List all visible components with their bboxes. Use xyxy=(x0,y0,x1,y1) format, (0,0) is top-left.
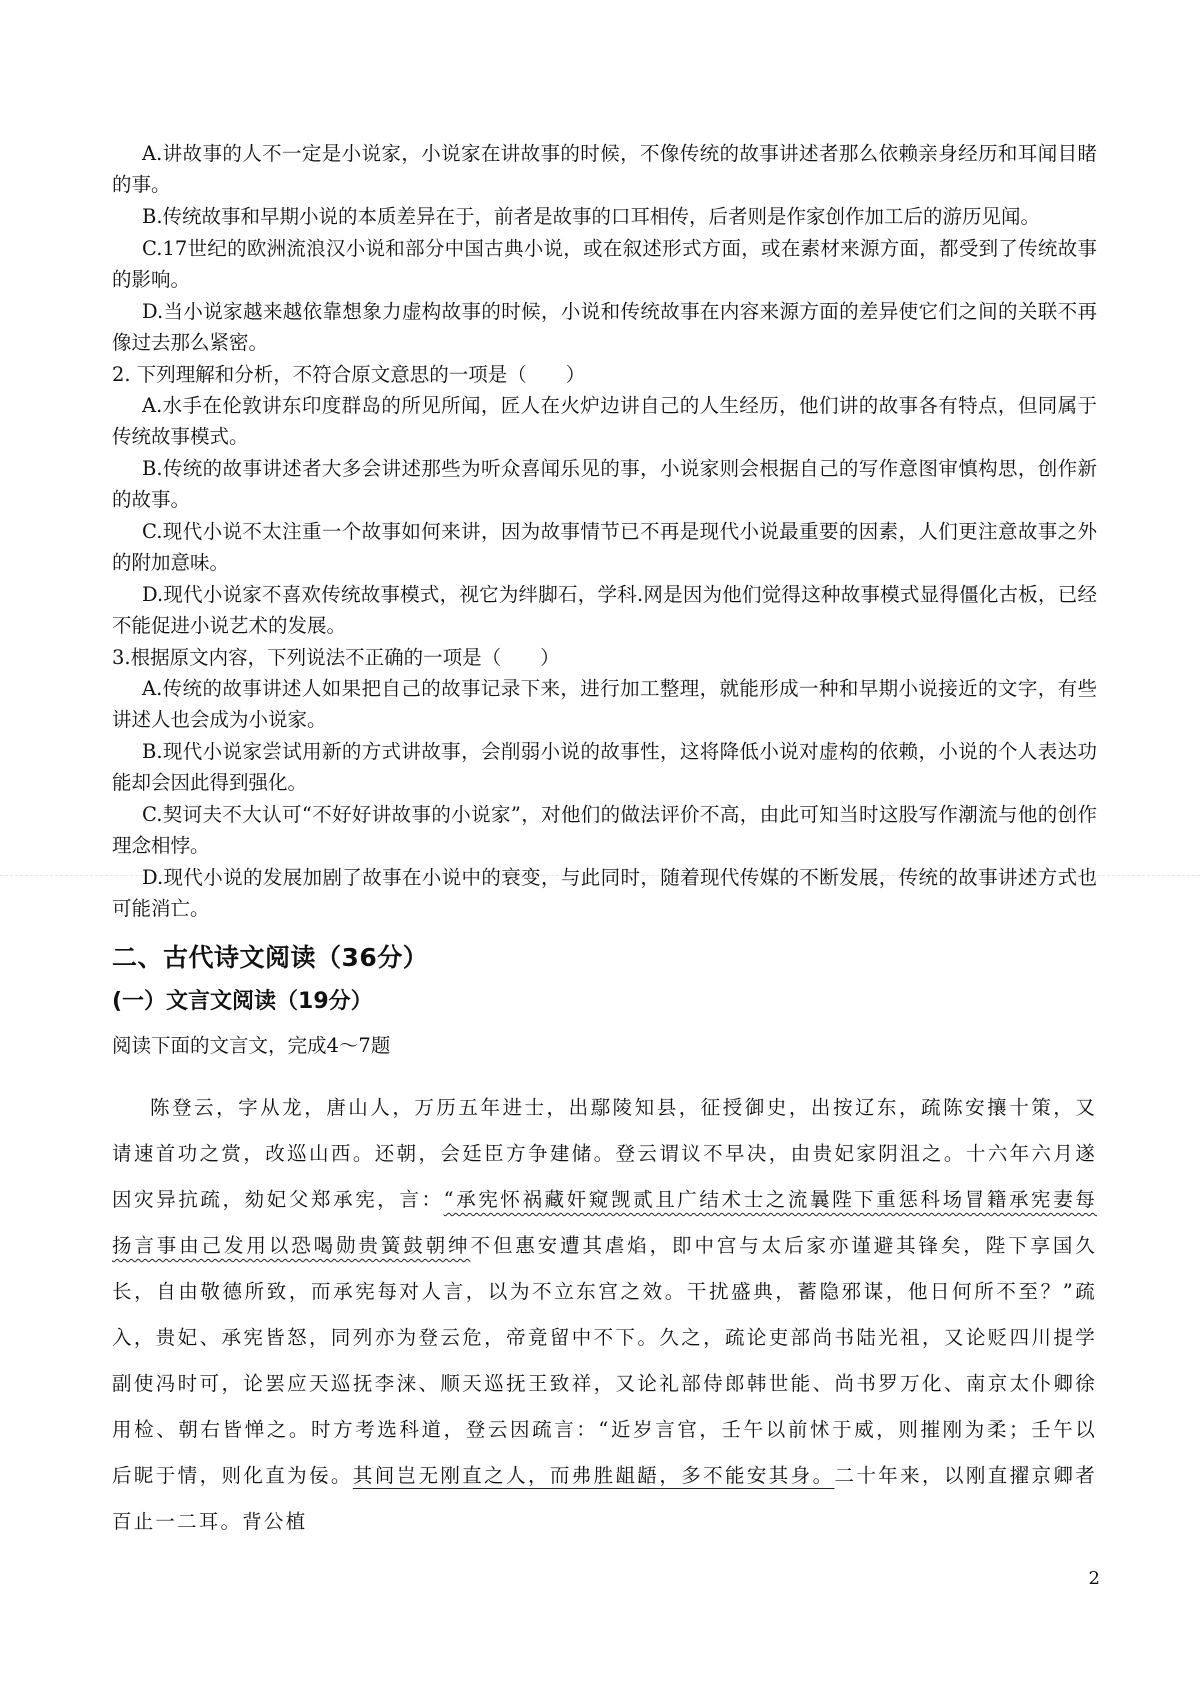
q2-stem: 2. 下列理解和分析，不符合原文意思的一项是（ ） xyxy=(112,363,586,386)
underlined-sentence: 其间岂无刚直之人，而弗胜龃龉，多不能安其身。 xyxy=(352,1464,835,1487)
q3-stem: 3.根据原文内容，下列说法不正确的一项是（ ） xyxy=(112,646,560,669)
reading-instruction: 阅读下面的文言文，完成4～7题 xyxy=(112,1034,391,1057)
section-title: 二、古代诗文阅读（36分） xyxy=(112,943,429,972)
page-number: 2 xyxy=(1088,1568,1100,1589)
classical-passage xyxy=(112,1085,1097,1545)
q2-option-c: C.现代小说不太注重一个故事如何来讲，因为故事情节已不再是现代小说最重要的因素，人们更注意故事之外的附加意味。 xyxy=(112,520,1097,574)
q2-option-d: D.现代小说家不喜欢传统故事模式，视它为绊脚石，学科.网是因为他们觉得这种故事模式显得僵化古板，已经不能促进小说艺术的发展。 xyxy=(112,583,1097,637)
wavy-underlined-sentence: “承宪怀祸藏奸窥觊贰且广结术士之流曩陛下重惩科场冒籍承宪妻每扬言事由己发用以恐喝勋贵簧鼓朝绅 xyxy=(112,1188,1097,1257)
q2-option-b: B.传统的故事讲述者大多会讲述那些为听众喜闻乐见的事，小说家则会根据自己的写作意图审慎构思，创作新的故事。 xyxy=(112,457,1097,511)
q3-option-d: D.现代小说的发展加剧了故事在小说中的衰变，与此同时，随着现代传媒的不断发展，传统的故事讲述方式也可能消亡。 xyxy=(112,866,1097,920)
passage-part-2: 不但惠安遭其虐焰，即中宫与太后家亦谨避其锋矣，陛下享国久长，自由敬德所致，而承宪每对人言，以为不立东宫之效。干扰盛典，蓄隐邪谋，他日何所不至？”疏入，贵妃、承宪皆怒，同列亦为登云危，帝竟留中不下。久之，疏论吏部尚书陆光祖，又论贬四川提学副使冯时可，论罢应天巡抚李涞、顺天巡抚王致祥，又论礼部侍郎韩世能、尚书罗万化、南京太仆卿徐用检、朝右皆惮之。时方考选科道，登云因疏言：“近岁言官，壬午以前怵于威，则摧刚为柔；壬午以后昵于情，则化直为佞。 xyxy=(112,1234,1097,1487)
q1-option-d: D.当小说家越来越依靠想象力虚构故事的时候，小说和传统故事在内容来源方面的差异使它们之间的关联不再像过去那么紧密。 xyxy=(112,300,1097,354)
page-content xyxy=(112,138,1097,1545)
q3-option-c: C.契诃夫不大认可“不好好讲故事的小说家”，对他们的做法评价不高，由此可知当时这股写作潮流与他的创作理念相悖。 xyxy=(112,803,1097,857)
passage-part-3: 二十年来，以刚直擢京卿者百止一二耳。背公植 xyxy=(112,1464,1098,1533)
passage-part-1: 陈登云，字从龙，唐山人，万历五年进士，出鄢陵知县，征授御史，出按辽东，疏陈安攘十策，又请速首功之赏，改巡山西。还朝，会廷臣方争建储。登云谓议不早决，由贵妃家阴沮之。十六年六月遂因灾异抗疏，劾妃父郑承宪，言： xyxy=(112,1096,1097,1211)
q1-option-c: C.17世纪的欧洲流浪汉小说和部分中国古典小说，或在叙述形式方面，或在素材来源方面，都受到了传统故事的影响。 xyxy=(112,237,1097,291)
subsection-title: (一）文言文阅读（19分） xyxy=(112,989,373,1014)
q3-option-b: B.现代小说家尝试用新的方式讲故事，会削弱小说的故事性，这将降低小说对虚构的依赖，小说的个人表达功能却会因此得到强化。 xyxy=(112,740,1097,794)
q2-option-a: A.水手在伦敦讲东印度群岛的所见所闻，匠人在火炉边讲自己的人生经历，他们讲的故事各有特点，但同属于传统故事模式。 xyxy=(112,394,1097,448)
q1-option-a: A.讲故事的人不一定是小说家，小说家在讲故事的时候，不像传统的故事讲述者那么依赖亲身经历和耳闻目睹的事。 xyxy=(112,142,1097,196)
q1-option-b: B.传统故事和早期小说的本质差异在于，前者是故事的口耳相传，后者则是作家创作加工后的游历见闻。 xyxy=(142,205,1041,228)
q3-option-a: A.传统的故事讲述人如果把自己的故事记录下来，进行加工整理，就能形成一种和早期小说接近的文字，有些讲述人也会成为小说家。 xyxy=(112,677,1097,731)
